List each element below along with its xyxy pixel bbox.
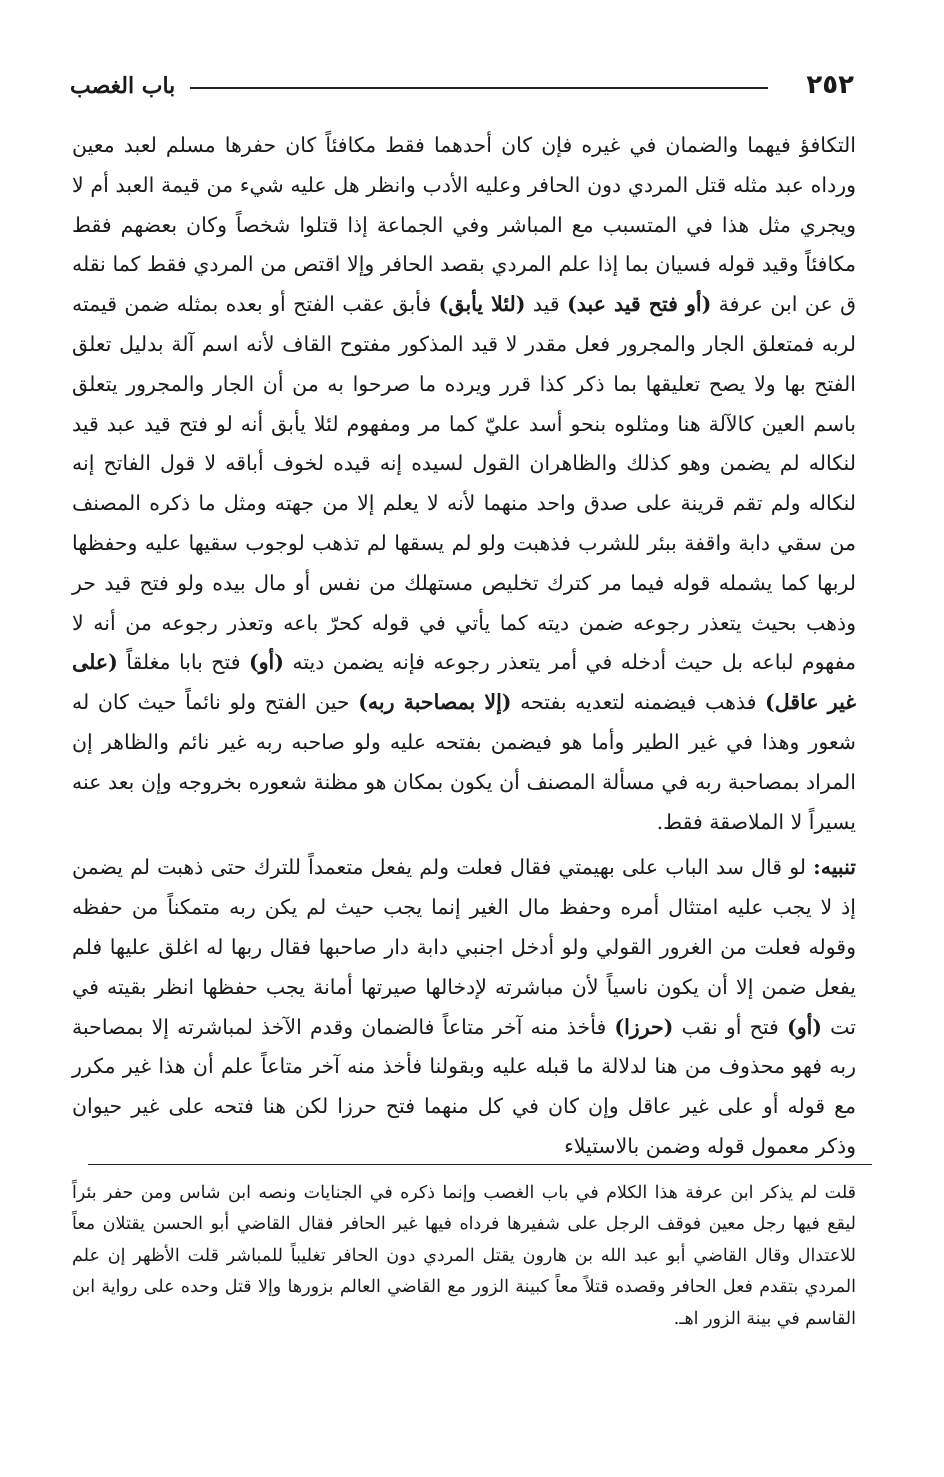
text-run: التكافؤ فيهما والضمان في غيره فإن كان أحدهما فقط مكافئاً كان حفرها مسلم لعبد معين ورداه عبد مثله قتل المردي دون الحافر وعليه الأدب وانظر هل عليه شيء من قيمة العبد أم لا ويجري مثل هذا في المتسبب مع المباشر وفي الجماعة إذا قتلوا شخصاً وكان بعضهم فقط مكافئاً وقيد قوله فسيان بما إذا علم المردي بقصد الحافر وإلا اقتص من المردي فقط كما نقله ق عن ابن عرفة xyxy=(72,133,856,317)
text-run: فأبق عقب الفتح أو بعده بمثله ضمن قيمته لربه فمتعلق الجار والمجرور فعل مقدر لا قيد المذكور مفتوح القاف لأنه اسم آلة بدليل تعلق الفتح بها ولا يصح تعليقها بما ذكر كذا قرر ويرده ما صرحوا به من أن الجار والمجرور يتعلق باسم العين كالآلة هنا ومثلوه بنحو أسد عليّ كما مر ومفهوم لئلا يأبق أنه لو فتح قيد عبد قيد لنكاله لم يضمن وهو كذلك والظاهران القول لسيده إنه قيده لخوف أباقه لا قول الفاتح إنه لنكاله ولم تقم قرينة على صدق واحد منهما لأنه لا يعلم إلا من جهته ومثل ما ذكره المصنف من سقي دابة واقفة ببئر للشرب فذهبت ولو لم يسقها لم تذهب لوجوب سقيها عليه وحفظها لربها كما يشمله قوله فيما مر كترك تخليص مستهلك من نفس أو مال بيده ولو فتح قيد حر وذهب بحيث يتعذر رجوعه ضمن ديته كما يأتي في قوله كحرّ باعه وتعذر رجوعه من أنه لا مفهوم لباعه بل حيث أدخله في أمر يتعذر رجوعه فإنه يضمن ديته xyxy=(72,292,856,675)
matn-quote: (أو) xyxy=(248,650,284,675)
paragraph-main xyxy=(72,126,856,842)
matn-quote: (على غير عاقل) xyxy=(72,650,856,715)
text-run: فتح أو نقب xyxy=(673,1014,788,1039)
text-run: فأخذ منه آخر متاعاً فالضمان وقدم الآخذ لمباشرته إلا بمصاحبة ربه فهو محذوف من هنا لدلالة ما قبله عليه وبقولنا فأخذ منه آخر متاعاً علم أن هذا غير مكرر مع قوله أو على غير عاقل وإن كان في كل منهما فتح حرزا لكن هنا فتحه على غير حيوان وذكر معمول قوله وضمن بالاستيلاء xyxy=(72,1014,856,1158)
matn-quote: (إلا بمصاحبة ربه) xyxy=(358,690,512,715)
paragraph-note xyxy=(72,848,856,1166)
note-label: تنبيه: xyxy=(813,855,856,880)
text-run: لو قال سد الباب على بهيمتي فقال فعلت ولم يفعل متعمداً للترك حتى ذهبت لم يضمن إذ لا يجب عليه امتثال أمره وحفظ مال الغير إنما يجب حيث لم يكن ربه متمكناً من حفظه وقوله فعلت من الغرور القولي ولو أدخل اجنبي دابة دار صاحبها فقال ربها له اغلق عليها فلم يفعل ضمن إلا أن يكون ناسياً لأن مباشرته لإدخالها صيرتها أمانة يجب حفظها انظر بقيته في تت xyxy=(72,855,856,1039)
text-run: فذهب فيضمنه لتعديه بفتحه xyxy=(511,690,766,715)
matn-quote: (أو) xyxy=(787,1014,823,1039)
matn-quote: (لئلا يأبق) xyxy=(438,292,526,317)
main-text xyxy=(72,126,856,1167)
text-run: فتح بابا مغلقاً xyxy=(117,650,249,675)
page-number: ٢٥٢ xyxy=(806,70,854,100)
text-run: قيد xyxy=(525,292,568,317)
footnote-text: قلت لم يذكر ابن عرفة هذا الكلام في باب الغصب وإنما ذكره في الجنايات ونصه ابن شاس ومن حفر بئراً ليقع فيها رجل معين فوقف الرجل على شفيرها فرداه فيها غير الحافر فقال القاضي أبو الحسن يقتلان معاً للاعتدال وقال القاضي أبو عبد الله بن هارون يقتل المردي دون الحافر تغليباً للمباشر قلت الأظهر إن علم المردي بتقدم فعل الحافر وقصده قتلاً معاً كبينة الزور مع القاضي العالم بزورها وإلا قتل وحده على رواية ابن القاسم في بينة الزور اهـ. xyxy=(72,1183,856,1329)
footnote xyxy=(72,1178,856,1335)
matn-quote: (حرزا) xyxy=(614,1014,674,1039)
chapter-title: باب الغصب xyxy=(70,73,176,99)
footnote-rule xyxy=(88,1164,872,1165)
header-rule xyxy=(190,87,768,89)
running-header xyxy=(70,70,854,104)
matn-quote: (أو فتح قيد عبد) xyxy=(567,292,712,317)
text-run: حين الفتح ولو نائماً حيث كان له شعور وهذا في غير الطير وأما هو فيضمن بفتحه عليه ولو صاحبه ربه غير نائم والظاهر إن المراد بمصاحبة ربه في مسألة المصنف أن يكون بمكان هو مظنة شعوره بخروجه وإن بعد عنه يسيراً لا الملاصقة فقط. xyxy=(72,690,856,834)
